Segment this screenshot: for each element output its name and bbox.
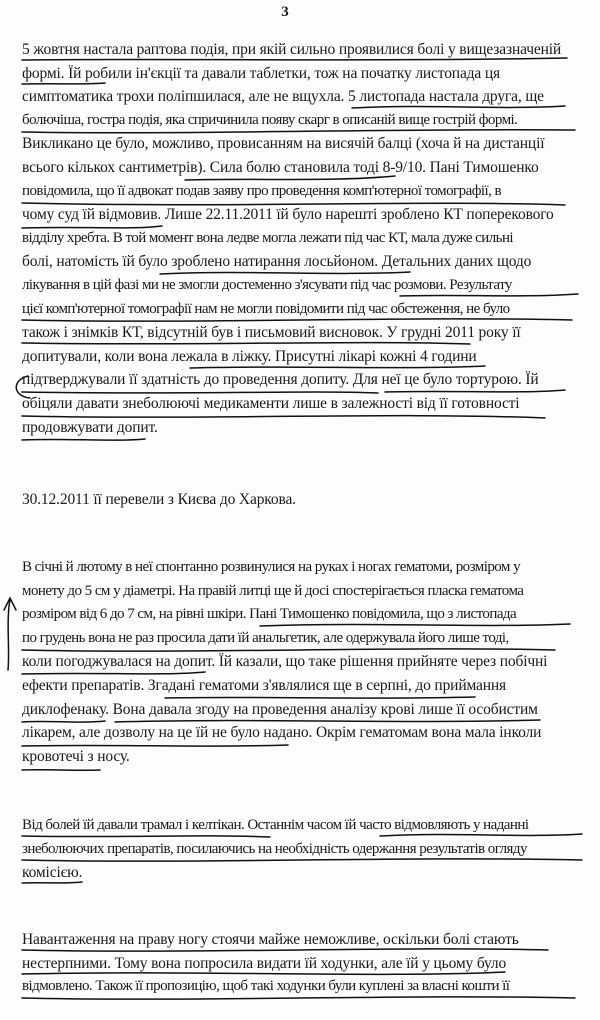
text-line: Навантаження на праву ногу стоячи майже неможливе, оскільки болі стають	[22, 931, 519, 948]
text-line: кровотечі з носу.	[22, 747, 130, 765]
text-line: нестерпними. Тому вона попросила видати їй ходунки, але їй у цьому було	[22, 954, 507, 972]
text-line: 5 жовтня настала раптова подія, при якій сильно проявилися болі у вищезазначеній	[22, 41, 562, 58]
text-line: також і знімків КТ, відсутній був і письмовий висновок. У грудні 2011 року її	[22, 324, 521, 342]
paragraph-hematomas	[22, 556, 582, 768]
text-line: монету до 5 см у діаметрі. На правій литці ще й досі спостерігається пласка гематома	[22, 582, 524, 599]
text-line: комісією.	[22, 864, 83, 882]
text-line: формі. Їй робили ін'єкції та давали таблетки, тож на початку листопада ця	[22, 64, 500, 82]
text-line: В січні й лютому в неї спонтанно розвинулися на руках і ногах гематоми, розміром у	[22, 559, 521, 575]
page-number: 3	[281, 4, 289, 20]
text-line: симптоматика трохи поліпшилася, але не вщухла. 5 листопада настала друга, ще	[22, 88, 544, 106]
text-line: диклофенаку. Вона давала згоду на проведення аналізу крові лише її особистим	[22, 700, 538, 718]
text-line: чому суд їй відмовив. Лише 22.11.2011 їй було нарешті зроблено КТ поперекового	[22, 206, 554, 224]
text-line: лікування в цій фазі ми не змогли достеменно з'ясувати під час розмови. Результату	[22, 276, 512, 293]
text-line: болі, натомість їй було зроблено натирання лосьйоном. Детальних даних щодо	[22, 253, 532, 271]
text-line: по грудень вона не раз просила дати їй анальгетик, але одержувала його лише тоді,	[22, 629, 509, 646]
text-line: всього кількох сантиметрів). Сила болю становила тоді 8-9/10. Пані Тимошенко	[22, 158, 539, 176]
paragraph-back-pain-events	[22, 38, 582, 439]
text-line: цієї комп'ютерної томографії нам не могли повідомити під час обстеження, не було	[22, 300, 510, 317]
text-line: підтверджували її здатність до проведення допиту. Для неї це було тортурою. Їй	[22, 371, 539, 389]
text-line: Викликано це було, можливо, провисанням на висячій балці (хоча й на дистанції	[22, 135, 545, 153]
text-line: коли погоджувалася на допит. Їй казали, що таке рішення прийняте через побічні	[22, 653, 548, 671]
text-line: ефекти препаратів. Згадані гематоми з'являлися ще в серпні, до приймання	[22, 676, 507, 694]
text-line: знеболюючих препаратів, посилаючись на необхідність одержання результатів огляду	[22, 840, 527, 857]
text-line: повідомила, що її адвокат подав заяву про проведення комп'ютерної томографії, в	[22, 182, 502, 199]
text-line: болючіша, гостра подія, яка спричинила появу скарг в описаній вище гострій формі.	[22, 111, 518, 128]
text-line: допитували, коли вона лежала в ліжку. Присутні лікарі кожні 4 години	[22, 347, 477, 365]
text-line: лікарем, але дозволу на це їй не було надано. Окрім гематомам вона мала інколи	[22, 724, 542, 742]
paragraph-walker	[22, 928, 582, 999]
paragraph-medication	[22, 814, 582, 885]
underline-mark	[22, 770, 100, 771]
margin-arrow	[4, 598, 16, 670]
text-line: Від болей їй давали трамал і келтікан. Останнім часом їй часто відмовляють у наданні	[22, 817, 529, 833]
text-line: відмовлено. Також її пропозицію, щоб такі ходунки були куплені за власні кошти її	[22, 978, 510, 995]
text-line: відділу хребта. В той момент вона ледве могла лежати під час КТ, мала дуже сильні	[22, 229, 514, 246]
paragraph-transfer	[22, 488, 582, 512]
text-line: обіцяли давати знеболюючі медикаменти лише в залежності від її готовності	[22, 394, 520, 412]
text-line: продовжувати допит.	[22, 418, 158, 436]
text-line: 30.12.2011 її перевели з Києва до Харкова.	[22, 491, 296, 508]
text-line: розміром від 6 до 7 см, на рівні шкіри. Пані Тимошенко повідомила, що з листопада	[22, 606, 517, 623]
